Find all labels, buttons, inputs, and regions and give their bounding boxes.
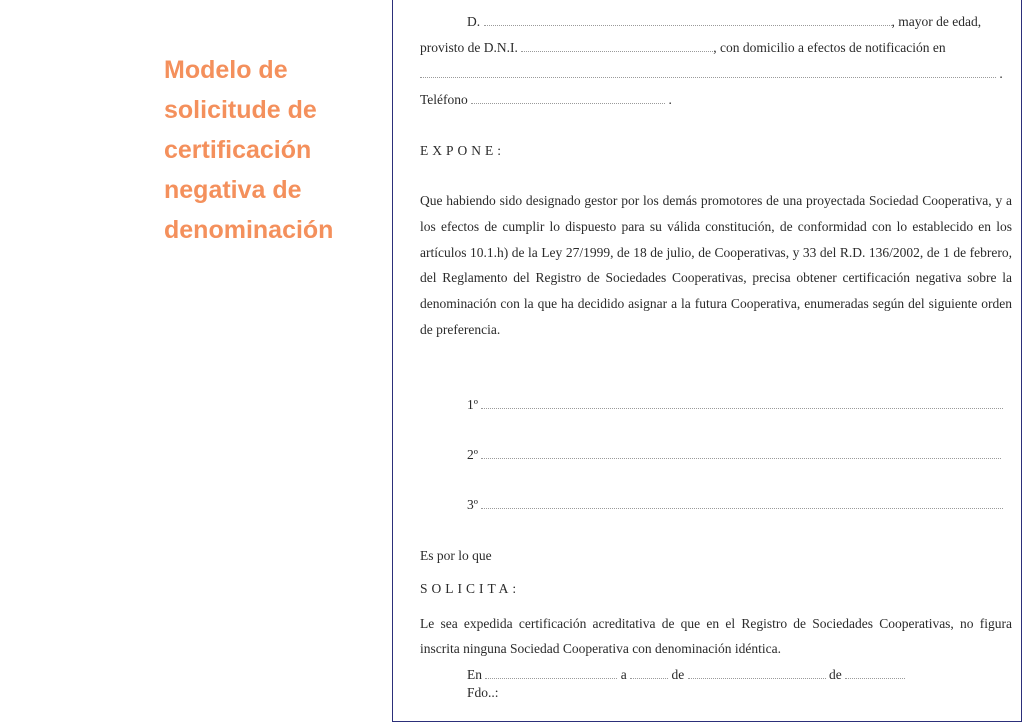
phone-blank[interactable]	[471, 92, 665, 104]
form-sheet	[392, 0, 1022, 722]
place-blank[interactable]	[485, 667, 617, 679]
en-label: En	[467, 667, 482, 682]
phone-end-dot: .	[668, 92, 672, 107]
year-blank[interactable]	[845, 667, 905, 679]
a-label: a	[620, 667, 627, 682]
address-line	[420, 66, 1003, 82]
d-label: D.	[467, 14, 481, 29]
telefono-label: Teléfono	[420, 92, 468, 107]
name-blank[interactable]	[484, 14, 892, 26]
option-2-number: 2º	[467, 447, 478, 462]
signature-label: Fdo..:	[467, 685, 499, 700]
option-2-blank[interactable]	[481, 447, 1001, 459]
solicita-paragraph: Le sea expedida certificación acreditativa de que en el Registro de Sociedades Cooperativas, no figura inscrita ninguna Sociedad Cooperativa con denominación idéntica.	[420, 616, 1012, 656]
domicilio-label: , con domicilio a efectos de notificación en	[713, 40, 946, 55]
option-3-number: 3º	[467, 497, 478, 512]
es-por-lo-que: Es por lo que	[420, 548, 492, 563]
month-blank[interactable]	[688, 667, 826, 679]
option-1-line	[467, 397, 1003, 413]
provisto-label: provisto de D.N.I.	[420, 40, 518, 55]
solicita-heading: SOLICITA:	[420, 581, 521, 596]
expone-heading: EXPONE:	[420, 143, 505, 158]
option-2-line	[467, 447, 1001, 463]
option-1-number: 1º	[467, 397, 478, 412]
phone-line	[420, 92, 672, 108]
address-blank[interactable]	[420, 66, 996, 78]
document-title: Modelo de solicitude de certificación negativa de denominación	[164, 56, 334, 244]
de-label-1: de	[671, 667, 685, 682]
option-3-line	[467, 497, 1003, 513]
dni-line	[420, 40, 946, 56]
expone-paragraph: Que habiendo sido designado gestor por los demás promotores de una proyectada Sociedad Cooperativa, y a los efectos de cumplir lo dispuesto para su válida constitución, de conformidad con lo establecido en los artículos 10.1.h) de la Ley 27/1999, de 18 de julio, de Cooperativas, y 33 del R.D. 136/2002, de 1 de febrero, del Reglamento del Registro de Sociedades Cooperativas, precisa obtener certificación negativa sobre la denominación con la que ha decidido asignar a la futura Cooperativa, enumeradas según del siguiente orden de preferencia.	[420, 193, 1012, 337]
address-end-dot: .	[999, 66, 1003, 81]
name-line	[467, 14, 981, 30]
mayor-label: , mayor de edad,	[891, 14, 982, 29]
de-label-2: de	[829, 667, 842, 682]
dni-blank[interactable]	[521, 40, 713, 52]
option-3-blank[interactable]	[481, 497, 1003, 509]
place-date-line	[467, 667, 905, 683]
option-1-blank[interactable]	[481, 397, 1003, 409]
day-blank[interactable]	[630, 667, 668, 679]
